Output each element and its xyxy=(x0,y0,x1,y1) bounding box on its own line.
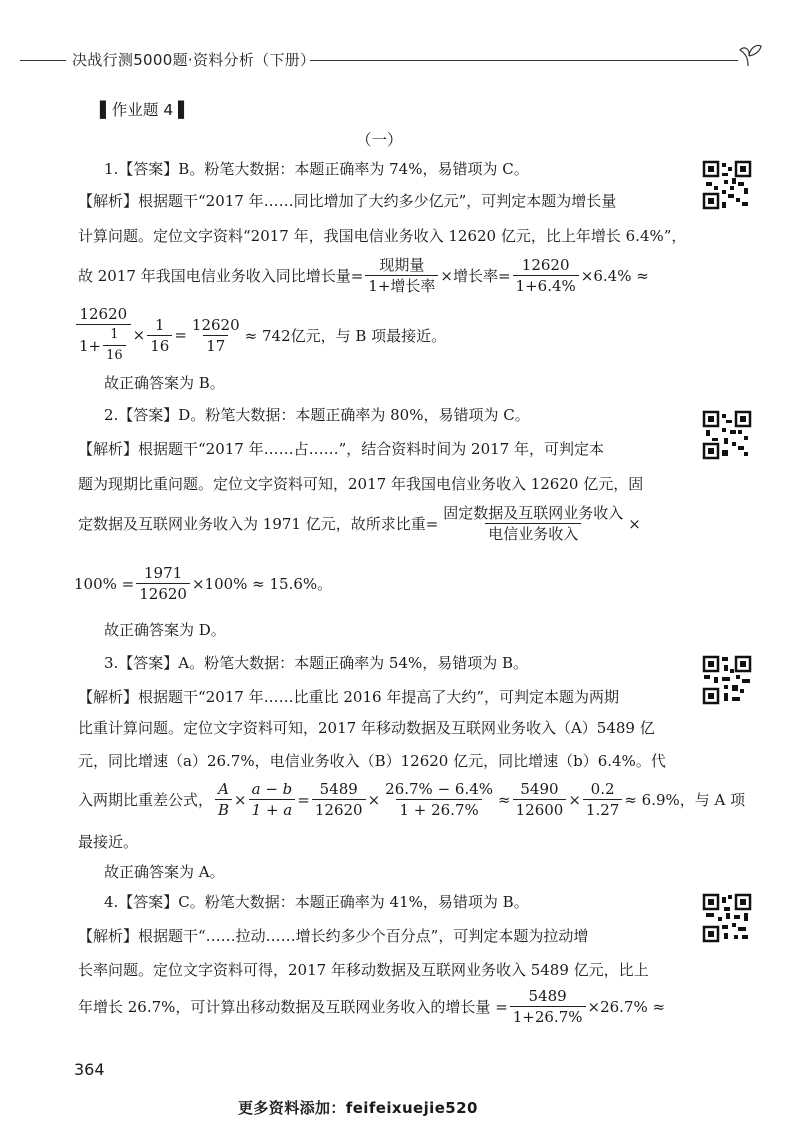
numerator: 12620 xyxy=(79,305,128,323)
q4-answer-line: 4.【答案】C。粉笔大数据：本题正确率为 41%，易错项为 B。 xyxy=(104,893,529,911)
fraction xyxy=(103,326,126,365)
formula-text: ×26.7% ≈ xyxy=(587,997,666,1016)
formula-text: × xyxy=(367,790,381,809)
formula-text: 故 2017 年我国电信业务收入同比增长量= xyxy=(78,267,364,285)
formula-text: × xyxy=(568,790,581,809)
denominator: 12620 xyxy=(136,583,190,603)
numerator: a − b xyxy=(251,780,293,798)
q3-analysis-line: 元，同比增速（a）26.7%，电信业务收入（B）12620 亿元，同比增速（b）6.4%。代 xyxy=(78,752,666,770)
formula-text: ×6.4% ≈ xyxy=(580,266,649,285)
formula-text: ≈ xyxy=(498,790,511,809)
fraction xyxy=(215,780,232,819)
q3-answer-line: 3.【答案】A。粉笔大数据：本题正确率为 54%，易错项为 B。 xyxy=(104,654,529,672)
denominator: 17 xyxy=(203,335,228,355)
q1-analysis-line: 【解析】根据题干“2017 年……同比增加了大约多少亿元”，可判定本题为增长量 xyxy=(78,192,617,210)
q1-analysis-line: 计算问题。定位文字资料“2017 年，我国电信业务收入 12620 亿元，比上年增长 6.4%”， xyxy=(78,227,687,245)
q3-formula-line xyxy=(78,780,745,819)
formula-text: = xyxy=(297,790,310,809)
q3-analysis-line: 比重计算问题。定位文字资料可知，2017 年移动数据及互联网业务收入（A）5489 亿 xyxy=(78,719,655,737)
numerator: 5489 xyxy=(319,780,358,798)
numerator: 5490 xyxy=(520,780,559,798)
formula-text: × xyxy=(132,326,146,344)
qr-code-icon xyxy=(702,893,752,943)
fraction xyxy=(76,305,131,365)
q4-analysis-line: 长率问题。定位文字资料可得，2017 年移动数据及互联网业务收入 5489 亿元，比上 xyxy=(78,961,649,979)
numerator: A xyxy=(218,780,229,798)
section-subtitle: （一） xyxy=(356,131,403,149)
q2-formula-line xyxy=(74,564,332,603)
numerator: 1 xyxy=(155,315,165,334)
fraction xyxy=(147,316,172,355)
q1-formula-line xyxy=(74,305,446,365)
fraction xyxy=(382,780,496,819)
formula-text: ≈ 6.9%，与 A 项 xyxy=(624,791,746,809)
numerator: 1971 xyxy=(144,564,183,582)
denominator: 16 xyxy=(147,335,172,355)
numerator: 26.7% − 6.4% xyxy=(385,780,494,798)
denominator: 1 + a xyxy=(249,799,296,819)
q2-analysis-line: 【解析】根据题干“2017 年……占……”，结合资料时间为 2017 年，可判定本 xyxy=(78,440,604,458)
page-number: 364 xyxy=(74,1060,105,1079)
denominator: 1+6.4% xyxy=(513,275,579,295)
q3-analysis-line: 最接近。 xyxy=(78,833,139,851)
formula-text: 100% = xyxy=(74,574,135,593)
fraction xyxy=(312,780,366,819)
formula-text: 年增长 26.7%，可计算出移动数据及互联网业务收入的增长量 = xyxy=(78,998,508,1016)
qr-code-icon xyxy=(702,655,752,705)
denominator: 电信业务收入 xyxy=(485,523,581,543)
fraction xyxy=(136,564,190,603)
fraction xyxy=(249,780,296,819)
fraction xyxy=(365,256,438,295)
fraction xyxy=(440,504,626,543)
formula-text: × xyxy=(628,514,641,533)
header-rule-left xyxy=(20,60,66,61)
q2-formula-line xyxy=(78,504,641,543)
qr-code-icon xyxy=(702,410,752,460)
formula-text: = xyxy=(174,326,187,344)
q4-analysis-line: 【解析】根据题干“……拉动……增长约多少个百分点”，可判定本题为拉动增 xyxy=(78,927,589,945)
q3-conclusion: 故正确答案为 A。 xyxy=(104,863,225,881)
denominator: 12620 xyxy=(312,799,366,819)
denominator: 1+26.7% xyxy=(510,1006,586,1026)
formula-text: ×增长率= xyxy=(440,267,511,285)
denominator xyxy=(76,324,131,365)
qr-code-icon xyxy=(702,160,752,210)
denominator: 1 + 26.7% xyxy=(396,799,481,819)
numerator: 固定数据及互联网业务收入 xyxy=(443,504,624,522)
q1-formula-line xyxy=(78,256,649,295)
numerator: 12620 xyxy=(521,256,570,274)
fraction xyxy=(510,987,586,1026)
leaf-ornament-icon xyxy=(734,38,764,68)
numerator: 0.2 xyxy=(590,780,615,798)
numerator: 12620 xyxy=(191,315,240,334)
header-rule-right xyxy=(310,60,738,61)
q2-conclusion: 故正确答案为 D。 xyxy=(104,621,226,639)
denominator: 1.27 xyxy=(583,799,622,819)
formula-text: ×100% ≈ 15.6%。 xyxy=(191,575,333,593)
q3-analysis-line: 【解析】根据题干“2017 年……比重比 2016 年提高了大约”，可判定本题为两期 xyxy=(78,688,619,706)
q2-answer-line: 2.【答案】D。粉笔大数据：本题正确率为 80%，易错项为 C。 xyxy=(104,406,530,424)
fraction xyxy=(189,316,243,355)
footer-contact: 更多资料添加：feifeixuejie520 xyxy=(238,1099,478,1117)
numerator: 1 xyxy=(110,327,119,342)
numerator: 现期量 xyxy=(379,256,425,274)
fraction xyxy=(513,256,579,295)
denominator: B xyxy=(215,799,232,819)
fraction xyxy=(513,780,567,819)
running-header-title: 决战行测5000题·资料分析（下册） xyxy=(72,51,316,69)
q1-answer-line: 1.【答案】B。粉笔大数据：本题正确率为 74%，易错项为 C。 xyxy=(104,160,529,178)
numerator: 5489 xyxy=(528,987,567,1005)
denominator: 16 xyxy=(103,345,126,365)
q1-conclusion: 故正确答案为 B。 xyxy=(104,374,225,392)
formula-text: ≈ 742亿元，与 B 项最接近。 xyxy=(244,326,447,345)
q2-analysis-line: 题为现期比重问题。定位文字资料可知，2017 年我国电信业务收入 12620 亿元，固 xyxy=(78,475,644,493)
denominator: 12600 xyxy=(513,799,567,819)
formula-text: × xyxy=(234,790,247,809)
formula-text: 定数据及互联网业务收入为 1971 亿元，故所求比重= xyxy=(78,515,439,533)
denominator: 1+增长率 xyxy=(365,275,438,295)
q4-formula-line xyxy=(78,987,665,1026)
fraction xyxy=(583,780,622,819)
denominator-text: 1+ xyxy=(79,336,102,355)
section-title: ▌作业题 4 ▌ xyxy=(100,101,191,119)
formula-text: 入两期比重差公式， xyxy=(78,791,214,809)
